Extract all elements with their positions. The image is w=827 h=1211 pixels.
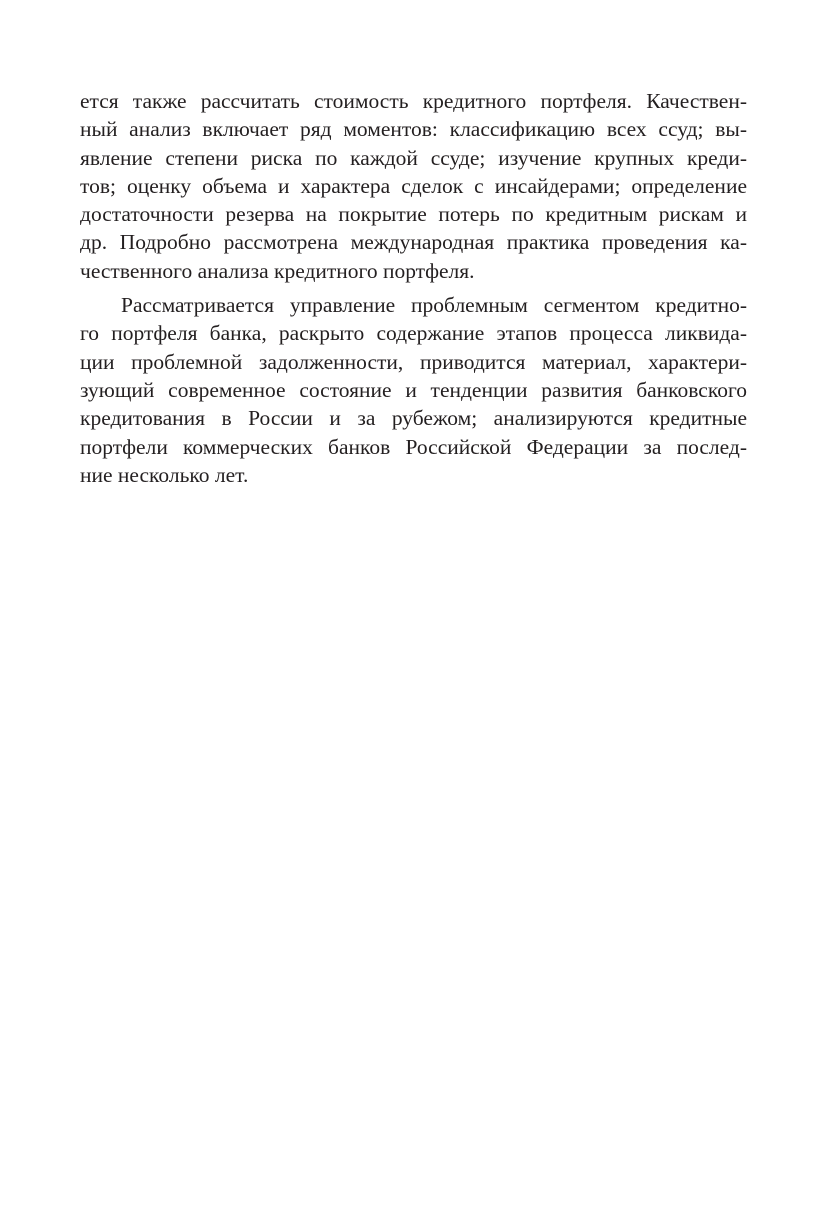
text-line: тов; оценку объема и характера сделок с инсайдерами; определение [80,173,747,198]
text-line: кредитования в России и за рубежом; анализируются кредитные [80,406,747,431]
paragraph-1 [80,87,747,285]
document-page [80,87,747,489]
text-line: ный анализ включает ряд моментов: классификацию всех ссуд; вы- [80,117,747,142]
text-line: чественного анализа кредитного портфеля. [80,258,475,283]
text-line: явление степени риска по каждой ссуде; изучение крупных креди- [80,145,747,170]
paragraph-2 [80,291,747,489]
text-line: ции проблемной задолженности, приводится материал, характери- [80,349,747,374]
text-line: ние несколько лет. [80,462,249,487]
text-line: ется также рассчитать стоимость кредитного портфеля. Качествен- [80,89,747,113]
text-line: портфели коммерческих банков Российской Федерации за послед- [80,434,747,459]
text-line: го портфеля банка, раскрыто содержание этапов процесса ликвида- [80,321,747,346]
text-line: Рассматривается управление проблемным сегментом кредитно- [121,293,747,318]
text-line: зующий современное состояние и тенденции развития банковского [80,377,747,402]
text-line: др. Подробно рассмотрена международная практика проведения ка- [80,230,747,255]
text-line: достаточности резерва на покрытие потерь по кредитным рискам и [80,202,747,227]
